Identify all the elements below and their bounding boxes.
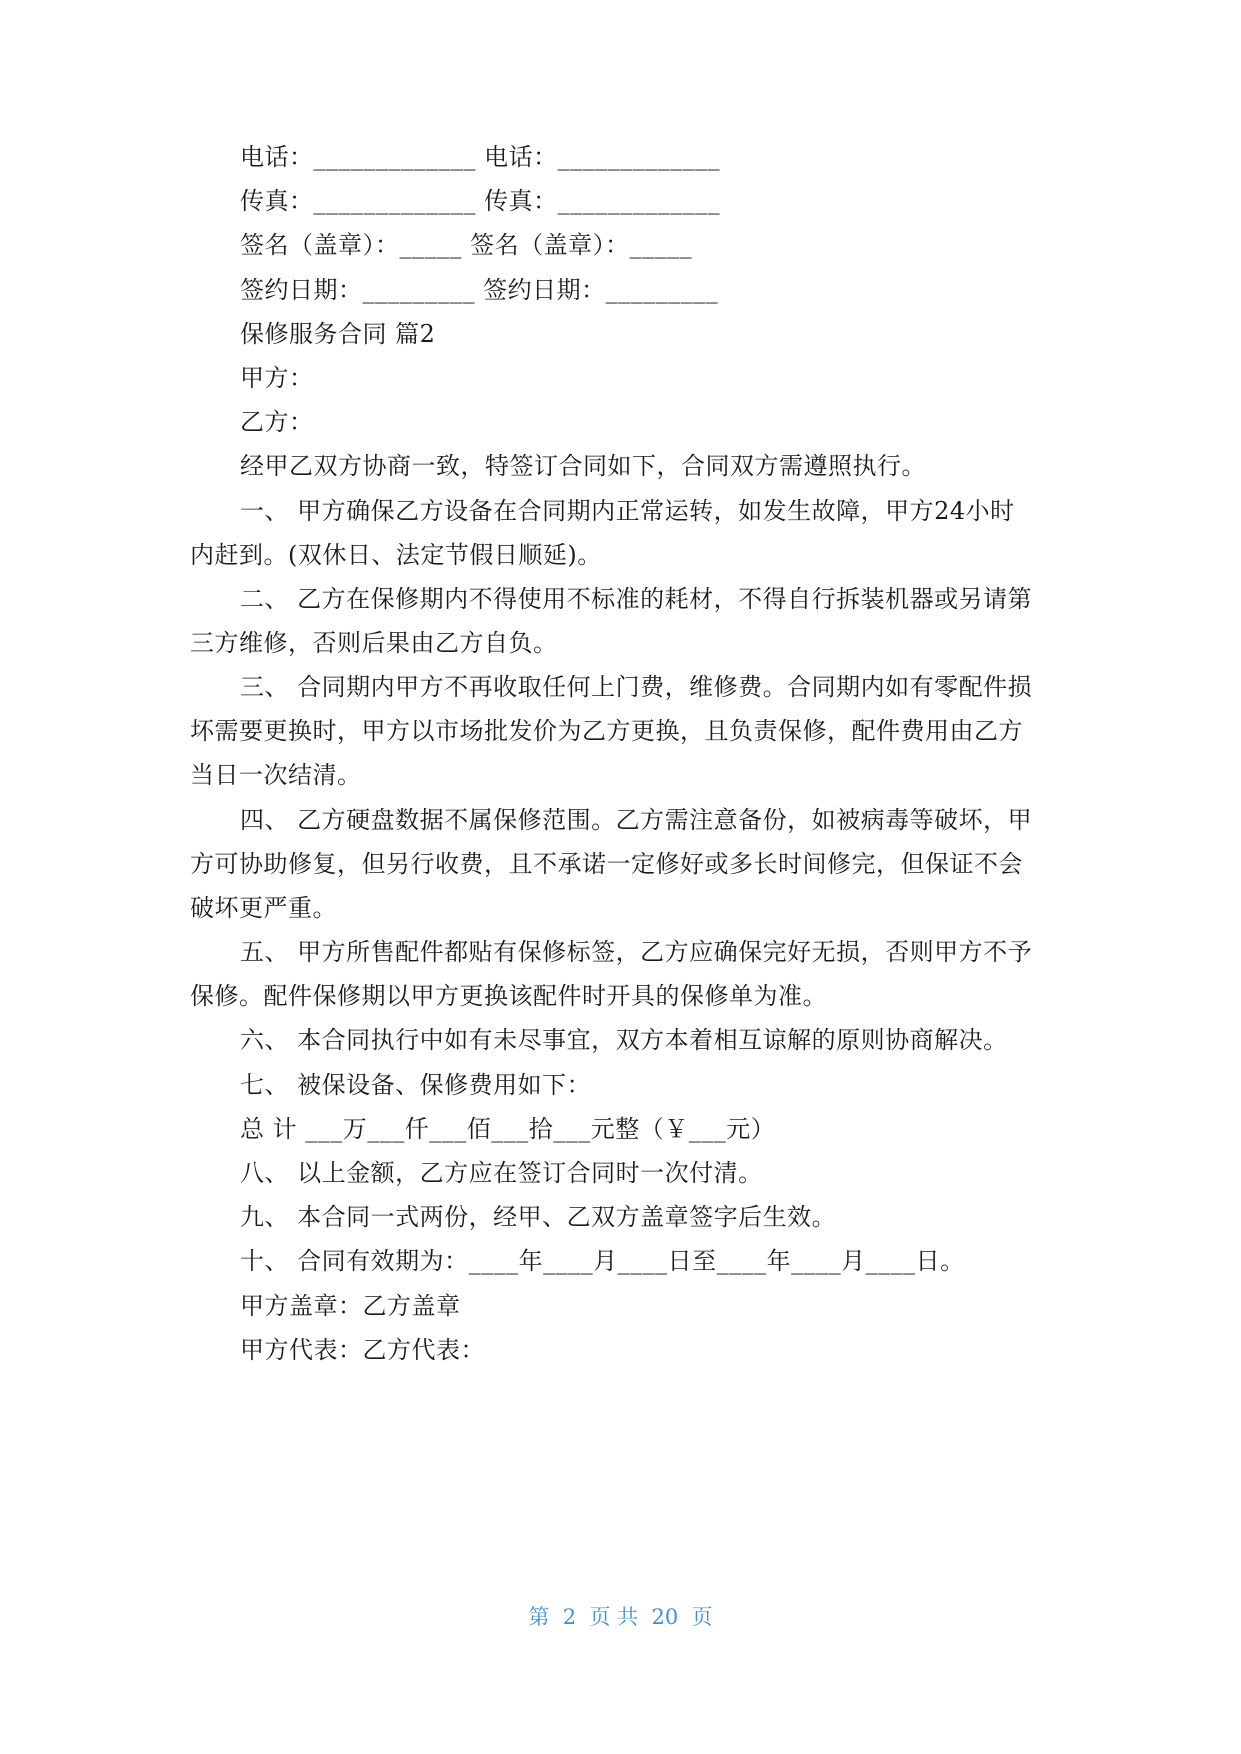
- fax-line: 传真：_____________ 传真：_____________: [240, 187, 721, 215]
- clause-3-line-1: 三、 合同期内甲方不再收取任何上门费，维修费。合同期内如有零配件损: [240, 673, 1033, 701]
- page-number-footer: 第 2 页 共 20 页: [528, 1605, 713, 1629]
- clause-4-line-3: 破坏更严重。: [190, 894, 337, 922]
- clause-5-line-1: 五、 甲方所售配件都贴有保修标签，乙方应确保完好无损，否则甲方不予: [240, 938, 1033, 966]
- clause-7: 七、 被保设备、保修费用如下：: [240, 1071, 592, 1099]
- clause-4-line-1: 四、 乙方硬盘数据不属保修范围。乙方需注意备份，如被病毒等破坏，甲: [240, 806, 1033, 834]
- clause-1-line-1: 一、 甲方确保乙方设备在合同期内正常运转，如发生故障，甲方24小时: [240, 497, 1015, 525]
- section-title: 保修服务合同 篇2: [240, 320, 436, 348]
- signature-line: 签名（盖章）：_____ 签名（盖章）：_____: [240, 231, 693, 259]
- seal-line: 甲方盖章：乙方盖章: [240, 1292, 461, 1320]
- party-b-line: 乙方：: [240, 408, 314, 436]
- clause-5-line-2: 保修。配件保修期以甲方更换该配件时开具的保修单为准。: [190, 982, 827, 1010]
- phone-line: 电话：_____________ 电话：_____________: [240, 143, 721, 171]
- total-amount-line: 总 计 ___万___仟___佰___拾___元整（￥___元）: [240, 1115, 776, 1143]
- preamble-paragraph: 经甲乙双方协商一致，特签订合同如下，合同双方需遵照执行。: [240, 452, 926, 480]
- party-a-line: 甲方：: [240, 364, 314, 392]
- clause-1-line-2: 内赶到。(双休日、法定节假日顺延)。: [190, 541, 602, 569]
- clause-3-line-2: 坏需要更换时，甲方以市场批发价为乙方更换，且负责保修，配件费用由乙方: [190, 717, 1023, 745]
- clause-3-line-3: 当日一次结清。: [190, 761, 362, 789]
- clause-2-line-2: 三方维修，否则后果由乙方自负。: [190, 629, 558, 657]
- clause-6: 六、 本合同执行中如有未尽事宜，双方本着相互谅解的原则协商解决。: [240, 1026, 1008, 1054]
- sign-date-line: 签约日期：_________ 签约日期：_________: [240, 276, 719, 304]
- clause-2-line-1: 二、 乙方在保修期内不得使用不标准的耗材，不得自行拆装机器或另请第: [240, 585, 1033, 613]
- clause-8: 八、 以上金额，乙方应在签订合同时一次付清。: [240, 1159, 763, 1187]
- clause-4-line-2: 方可协助修复，但另行收费，且不承诺一定修好或多长时间修完，但保证不会: [190, 850, 1023, 878]
- representative-line: 甲方代表：乙方代表：: [240, 1336, 485, 1364]
- clause-10: 十、 合同有效期为：____年____月____日至____年____月____日。: [240, 1247, 965, 1275]
- clause-9: 九、 本合同一式两份，经甲、乙双方盖章签字后生效。: [240, 1203, 837, 1231]
